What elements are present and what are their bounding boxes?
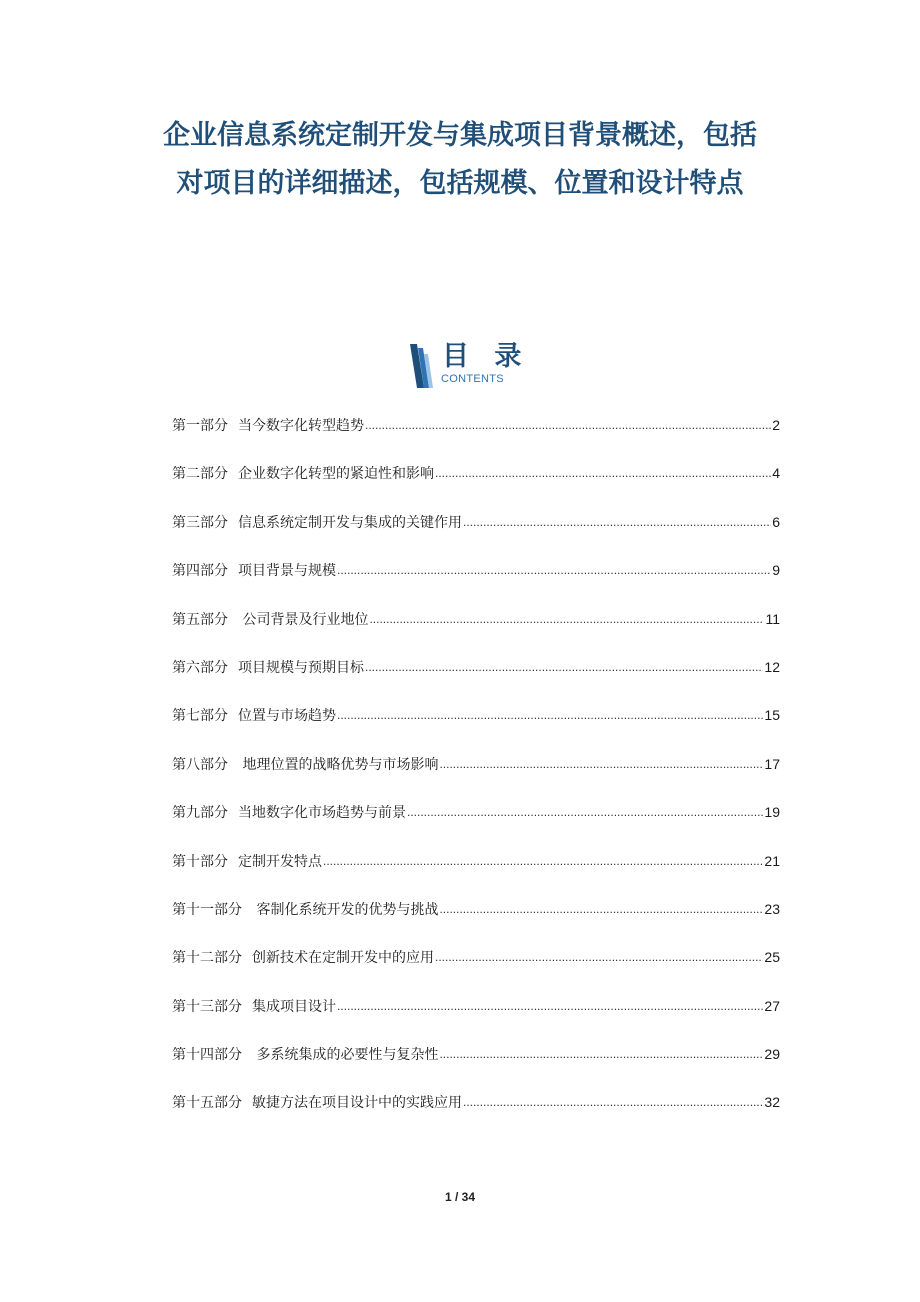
toc-entry-title: 当地数字化市场趋势与前景 — [238, 805, 406, 822]
toc-subheading: CONTENTS — [441, 373, 504, 385]
toc-entry-leader — [323, 847, 763, 875]
page-indicator: 1 / 34 — [444, 1190, 476, 1204]
toc-entry-page-number: 29 — [764, 1046, 780, 1063]
toc-entry-leader — [435, 943, 763, 971]
toc-entry[interactable] — [172, 605, 780, 653]
toc-entry-leader — [407, 798, 763, 826]
toc-entry[interactable] — [172, 1040, 780, 1088]
toc-entry-leader — [435, 459, 771, 487]
toc-logo-icon — [408, 344, 434, 388]
toc-entry-part: 第十四部分 — [172, 1047, 242, 1064]
toc-entry-part: 第七部分 — [172, 708, 228, 725]
toc-entry[interactable] — [172, 653, 780, 701]
toc-entry[interactable] — [172, 459, 780, 507]
toc-entry-part: 第五部分 — [172, 611, 228, 628]
toc-entry[interactable] — [172, 847, 780, 895]
toc-entry-leader — [439, 750, 763, 778]
toc-entry-title: 项目背景与规模 — [238, 563, 336, 580]
toc-entry-leader — [463, 508, 771, 536]
toc-entry-part: 第十五部分 — [172, 1095, 242, 1112]
toc-entry[interactable] — [172, 895, 780, 943]
toc-entry-title: 信息系统定制开发与集成的关键作用 — [238, 514, 462, 531]
toc-entry-part: 第八部分 — [172, 756, 228, 773]
toc-entry-part: 第一部分 — [172, 418, 228, 434]
toc-entry-page-number: 23 — [764, 900, 780, 917]
toc-entry-title: 创新技术在定制开发中的应用 — [252, 950, 434, 967]
toc-entry-page-number: 9 — [772, 562, 780, 579]
toc-entry-title: 集成项目设计 — [252, 998, 336, 1015]
toc-entry[interactable] — [172, 750, 780, 798]
toc-entry-page-number: 21 — [764, 852, 780, 869]
toc-entry-title: 项目规模与预期目标 — [238, 659, 364, 676]
toc-entry-part: 第十部分 — [172, 853, 228, 870]
toc-entry-page-number: 6 — [772, 513, 780, 530]
toc-entry-part: 第十三部分 — [172, 998, 242, 1015]
toc-entry-part: 第九部分 — [172, 805, 228, 822]
toc-entry[interactable] — [172, 798, 780, 846]
document-title — [60, 112, 860, 208]
toc-entry-page-number: 19 — [764, 804, 780, 821]
toc-entry-title: 多系统集成的必要性与复杂性 — [252, 1047, 439, 1064]
toc-entry[interactable] — [172, 1088, 780, 1136]
toc-entry-page-number: 11 — [765, 610, 780, 627]
toc-entry-part: 第四部分 — [172, 563, 228, 580]
toc-entry-leader — [439, 1040, 763, 1068]
toc-entry-page-number: 25 — [764, 949, 780, 966]
toc-entry-leader — [439, 895, 763, 923]
toc-entry-leader — [365, 411, 771, 439]
toc-entry-title: 当今数字化转型趋势 — [238, 418, 364, 434]
toc-entry[interactable] — [172, 411, 780, 459]
toc-entry-leader — [337, 992, 763, 1020]
toc-entry[interactable] — [172, 508, 780, 556]
toc-entry-title: 位置与市场趋势 — [238, 708, 336, 725]
document-title-line-2: 对项目的详细描述，包括规模、位置和设计特点 — [176, 168, 744, 199]
toc-entry-page-number: 2 — [772, 417, 780, 433]
toc-entry[interactable] — [172, 556, 780, 604]
toc-entry-title: 公司背景及行业地位 — [238, 611, 369, 628]
toc-header — [408, 340, 528, 390]
toc-entry-page-number: 27 — [764, 997, 780, 1014]
toc-entry-part: 第六部分 — [172, 659, 228, 676]
toc-entry-leader — [365, 653, 763, 681]
toc-entry-title: 客制化系统开发的优势与挑战 — [252, 901, 439, 918]
toc-entry[interactable] — [172, 701, 780, 749]
toc-entry-page-number: 4 — [772, 465, 780, 482]
toc-entry-part: 第十一部分 — [172, 901, 242, 918]
toc-heading: 目 录 — [442, 341, 530, 372]
toc-entry-leader — [463, 1088, 763, 1116]
toc-entry-page-number: 15 — [764, 707, 780, 724]
toc-entry-page-number: 32 — [764, 1094, 780, 1111]
toc-entry-leader — [337, 701, 763, 729]
toc-entry-title: 定制开发特点 — [238, 853, 322, 870]
toc-list — [172, 411, 780, 1137]
toc-entry[interactable] — [172, 992, 780, 1040]
toc-entry-title: 地理位置的战略优势与市场影响 — [238, 756, 439, 773]
document-title-line-1: 企业信息系统定制开发与集成项目背景概述，包括 — [163, 120, 757, 151]
toc-entry-leader — [369, 605, 764, 633]
toc-entry-part: 第三部分 — [172, 514, 228, 531]
toc-entry-title: 企业数字化转型的紧迫性和影响 — [238, 466, 434, 483]
toc-entry-page-number: 12 — [764, 658, 780, 675]
toc-entry-page-number: 17 — [764, 755, 780, 772]
toc-entry-title: 敏捷方法在项目设计中的实践应用 — [252, 1095, 462, 1112]
toc-entry-leader — [337, 556, 771, 584]
toc-entry-part: 第十二部分 — [172, 950, 242, 967]
toc-entry-part: 第二部分 — [172, 466, 228, 483]
toc-entry[interactable] — [172, 943, 780, 991]
